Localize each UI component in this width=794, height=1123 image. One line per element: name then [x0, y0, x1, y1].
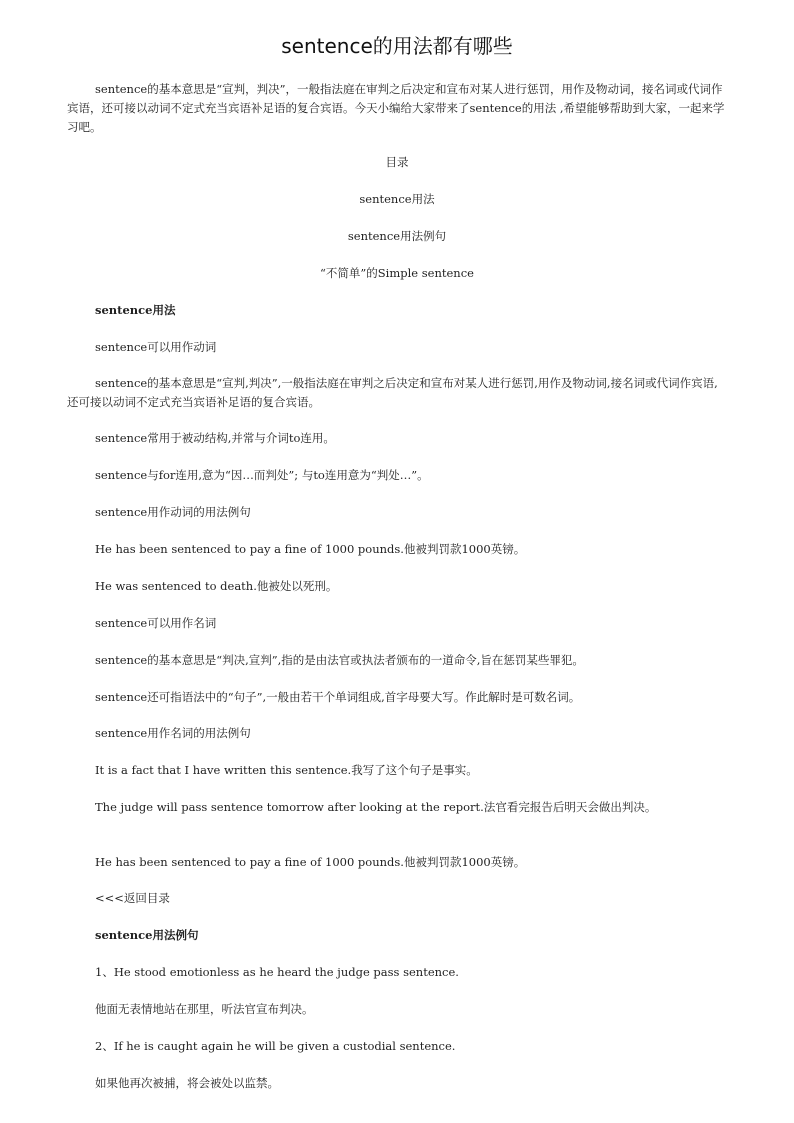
- paragraph: sentence与for连用,意为“因…而判处”; 与to连用意为“判处…”。: [95, 468, 429, 482]
- toc-item-examples[interactable]: sentence用法例句: [347, 229, 447, 243]
- example-translation: 他面无表情地站在那里，听法官宣布判决。: [95, 1002, 314, 1016]
- example-sentence: He was sentenced to death.他被处以死刑。: [95, 579, 338, 593]
- paragraph: sentence还可指语法中的“句子”,一般由若干个单词组成,首字母要大写。作此解时是可数名词。: [95, 690, 581, 704]
- example-sentence: It is a fact that I have written this sentence.我写了这个句子是事实。: [95, 763, 478, 777]
- page-title: sentence的用法都有哪些: [281, 34, 513, 58]
- example-sentence: The judge will pass sentence tomorrow after looking at the report.法官看完报告后明天会做出判决。: [95, 800, 657, 814]
- paragraph: sentence用作名词的用法例句: [95, 726, 251, 740]
- paragraph: sentence的基本意思是“宣判,判决”,一般指法庭在审判之后决定和宣布对某人进行惩罚,用作及物动词,接名词或代词作宾语,还可接以动词不定式充当宾语补足语的复合宾语。: [67, 376, 718, 409]
- paragraph: sentence的基本意思是“判决,宣判”,指的是由法官或执法者颁布的一道命令,旨在惩罚某些罪犯。: [95, 653, 584, 667]
- section-heading-usage: sentence用法: [95, 303, 176, 317]
- example-sentence: 2、If he is caught again he will be given a custodial sentence.: [95, 1039, 456, 1053]
- example-translation: 如果他再次被捕，将会被处以监禁。: [95, 1076, 279, 1090]
- example-sentence: He has been sentenced to pay a fine of 1000 pounds.他被判罚款1000英镑。: [95, 855, 526, 869]
- back-to-toc-link[interactable]: <<<返回目录: [95, 891, 170, 905]
- toc-item-usage[interactable]: sentence用法: [359, 192, 435, 206]
- intro-paragraph: sentence的基本意思是“宣判，判决”，一般指法庭在审判之后决定和宣布对某人进行惩罚，用作及物动词，接名词或代词作宾语，还可接以动词不定式充当宾语补足语的复合宾语。今天小编给大家带来了sentence的用法 ,希望能够帮助到大家，一起来学习吧。: [67, 82, 725, 134]
- paragraph: sentence用作动词的用法例句: [95, 505, 251, 519]
- toc-heading: 目录: [385, 155, 409, 169]
- paragraph: sentence常用于被动结构,并常与介词to连用。: [95, 431, 335, 445]
- paragraph: sentence可以用作动词: [95, 340, 217, 354]
- paragraph: sentence可以用作名词: [95, 616, 217, 630]
- section-heading-examples: sentence用法例句: [95, 928, 199, 942]
- example-sentence: He has been sentenced to pay a fine of 1000 pounds.他被判罚款1000英镑。: [95, 542, 526, 556]
- toc-item-simple-sentence[interactable]: “不简单”的Simple sentence: [320, 266, 474, 280]
- example-sentence: 1、He stood emotionless as he heard the judge pass sentence.: [95, 965, 459, 979]
